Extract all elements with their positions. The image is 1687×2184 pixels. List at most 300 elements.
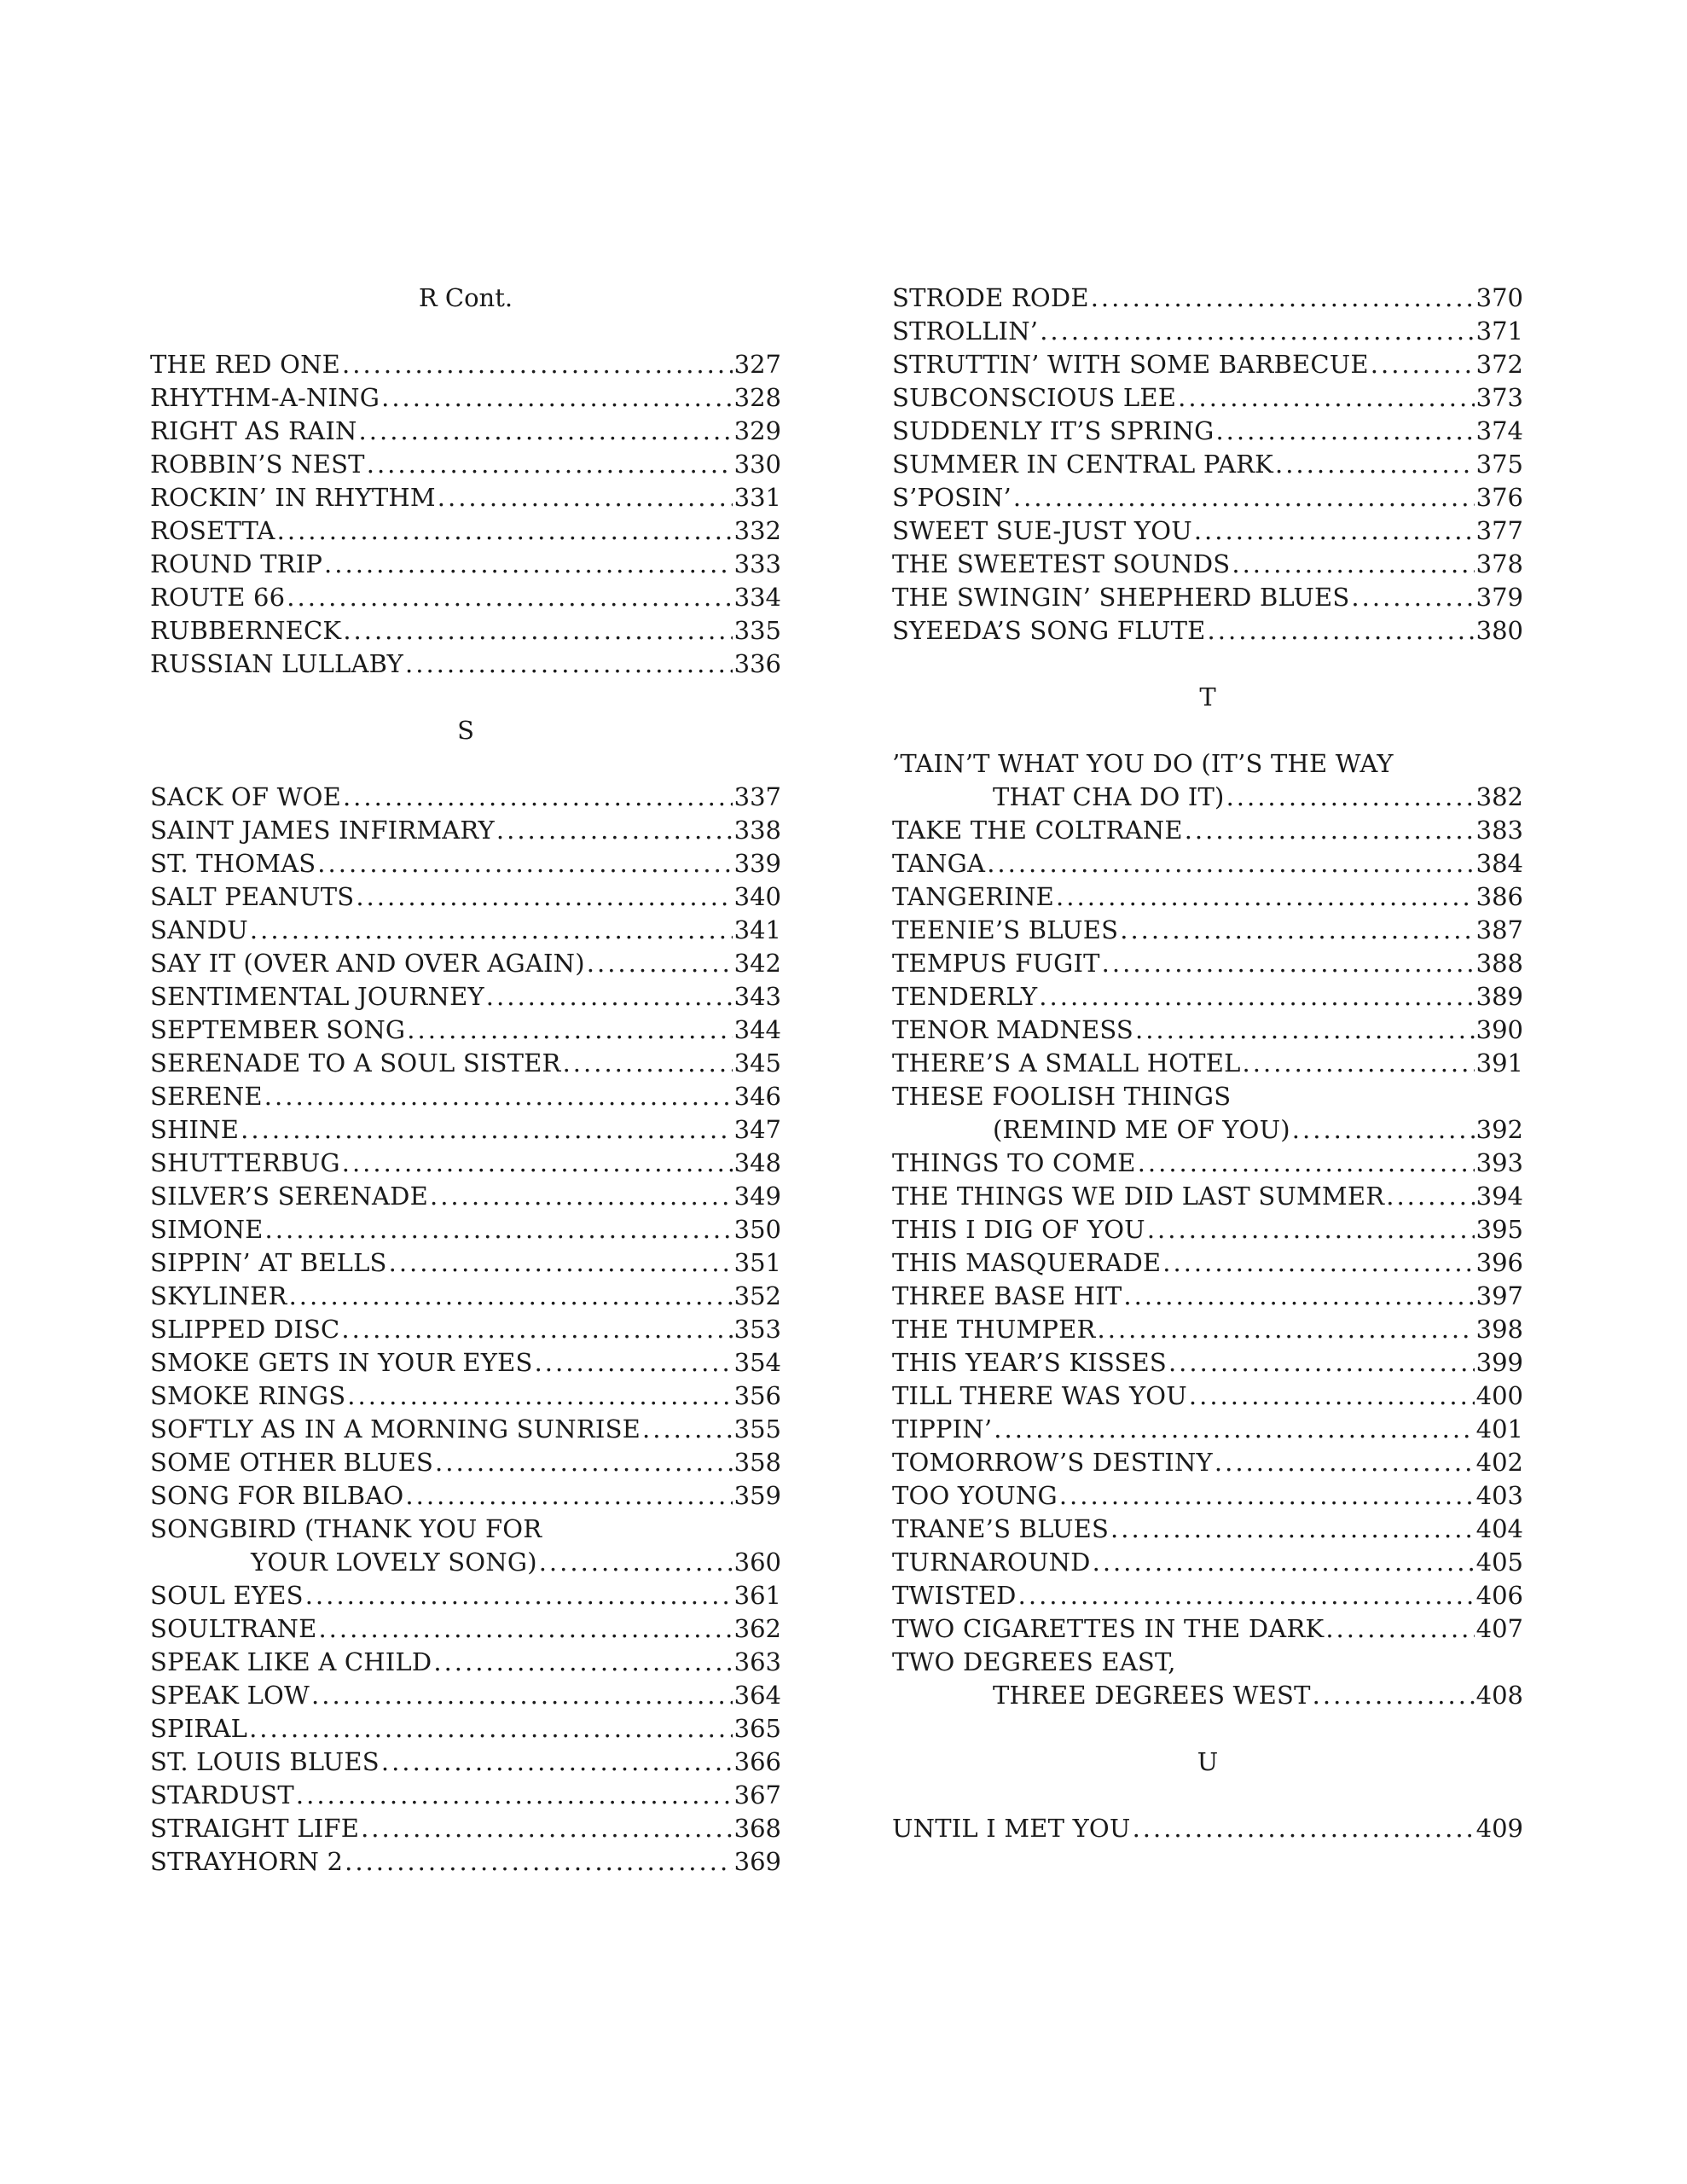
entry-page-number: 363 — [733, 1647, 781, 1676]
index-entry — [892, 1047, 1523, 1080]
entry-page-number: 394 — [1475, 1182, 1523, 1211]
entry-page-number: 392 — [1475, 1115, 1523, 1144]
entry-page-number: 402 — [1475, 1448, 1523, 1477]
entry-title: SKYLINER — [150, 1281, 287, 1310]
index-entry — [892, 1213, 1523, 1246]
index-entry — [892, 1180, 1523, 1213]
index-entry — [892, 348, 1523, 381]
index-entry — [892, 1446, 1523, 1479]
entry-title: TENDERLY — [892, 982, 1038, 1011]
entry-title: TRANE’S BLUES — [892, 1514, 1110, 1543]
dot-leader — [1120, 914, 1474, 947]
index-entry — [150, 1180, 781, 1213]
dot-leader — [296, 1779, 733, 1812]
dot-leader — [405, 648, 733, 681]
entry-title: TEMPUS FUGIT — [892, 949, 1100, 978]
entry-title: SAY IT (OVER AND OVER AGAIN) — [150, 949, 585, 978]
index-entry — [150, 1479, 781, 1513]
index-entry — [892, 448, 1523, 481]
index-entry — [892, 1479, 1523, 1513]
entry-page-number: 333 — [733, 549, 781, 578]
entry-title: TANGERINE — [892, 882, 1055, 911]
dot-leader — [1040, 315, 1474, 348]
spacer — [150, 747, 781, 781]
dot-leader — [287, 581, 732, 614]
dot-leader — [343, 614, 732, 648]
entry-page-number: 373 — [1475, 383, 1523, 412]
index-entry — [150, 1646, 781, 1679]
index-entry — [150, 1080, 781, 1113]
dot-leader — [359, 415, 733, 448]
entry-page-number: 386 — [1475, 882, 1523, 911]
entry-title: SONGBIRD (THANK YOU FOR — [150, 1514, 542, 1543]
entry-page-number: 343 — [733, 982, 781, 1011]
entry-title: ROBBIN’S NEST — [150, 450, 365, 479]
entry-page-number: 350 — [733, 1215, 781, 1244]
index-column-right — [892, 282, 1523, 1845]
index-entry — [892, 1014, 1523, 1047]
entry-page-number: 374 — [1475, 416, 1523, 445]
dot-leader — [1110, 1513, 1475, 1546]
entry-title: THIS I DIG OF YOU — [892, 1215, 1145, 1244]
entry-page-number: 354 — [733, 1348, 781, 1377]
entry-title: ROUTE 66 — [150, 583, 286, 612]
dot-leader — [1208, 614, 1475, 648]
dot-leader — [367, 448, 733, 481]
index-entry — [150, 1313, 781, 1346]
entry-page-number: 376 — [1475, 483, 1523, 512]
entry-title: TURNAROUND — [892, 1548, 1091, 1577]
entry-title: ’TAIN’T WHAT YOU DO (IT’S THE WAY — [892, 749, 1394, 778]
dot-leader — [1386, 1180, 1474, 1213]
entry-page-number: 337 — [733, 782, 781, 811]
index-entry — [150, 1845, 781, 1879]
entry-title: SUDDENLY IT’S SPRING — [892, 416, 1215, 445]
index-entry — [150, 847, 781, 880]
index-entry-title-line — [892, 1646, 1523, 1679]
index-entry — [150, 581, 781, 614]
dot-leader — [311, 1679, 733, 1712]
section-heading-u: U — [1197, 1747, 1219, 1776]
entry-title: SOUL EYES — [150, 1581, 304, 1610]
dot-leader — [1215, 1446, 1475, 1479]
entry-page-number: 334 — [733, 583, 781, 612]
index-entry — [150, 415, 781, 448]
entry-title: STRUTTIN’ WITH SOME BARBECUE — [892, 350, 1369, 379]
entry-title: SERENE — [150, 1082, 263, 1111]
dot-leader — [347, 1380, 732, 1413]
dot-leader — [1091, 282, 1475, 315]
index-entry — [150, 1446, 781, 1479]
entry-page-number: 371 — [1475, 317, 1523, 346]
dot-leader — [987, 847, 1474, 880]
entry-title: SAINT JAMES INFIRMARY — [150, 816, 495, 845]
entry-title: THERE’S A SMALL HOTEL — [892, 1048, 1241, 1077]
entry-title: TILL THERE WAS YOU — [892, 1381, 1187, 1410]
index-entry — [150, 1047, 781, 1080]
entry-title: (REMIND ME OF YOU) — [993, 1115, 1290, 1144]
index-entry — [150, 1014, 781, 1047]
index-entry-title-line — [150, 1513, 781, 1546]
entry-title: THE SWEETEST SOUNDS — [892, 549, 1231, 578]
entry-page-number: 340 — [733, 882, 781, 911]
dot-leader — [324, 548, 733, 581]
entry-page-number: 409 — [1475, 1814, 1523, 1843]
dot-leader — [405, 1479, 732, 1513]
dot-leader — [1226, 781, 1475, 814]
entry-title: SENTIMENTAL JOURNEY — [150, 982, 484, 1011]
section-heading-s: S — [457, 716, 474, 745]
entry-title: THE THUMPER — [892, 1315, 1096, 1344]
dot-leader — [1243, 1047, 1475, 1080]
entry-title: STRAIGHT LIFE — [150, 1814, 360, 1843]
index-entry — [150, 1280, 781, 1313]
dot-leader — [563, 1047, 733, 1080]
dot-leader — [1351, 581, 1474, 614]
entry-page-number: 360 — [733, 1548, 781, 1577]
entry-title: THAT CHA DO IT) — [993, 782, 1225, 811]
entry-title: TOMORROW’S DESTINY — [892, 1448, 1213, 1477]
dot-leader — [1292, 1113, 1475, 1147]
entry-page-number: 367 — [733, 1780, 781, 1809]
index-entry — [150, 1346, 781, 1380]
index-entry — [892, 415, 1523, 448]
entry-page-number: 366 — [733, 1747, 781, 1776]
index-entry — [892, 514, 1523, 548]
dot-leader — [249, 1712, 733, 1745]
dot-leader — [1147, 1213, 1475, 1246]
entry-title: ROSETTA — [150, 516, 275, 545]
index-entry — [150, 914, 781, 947]
index-entry — [892, 548, 1523, 581]
dot-leader — [1098, 1313, 1475, 1346]
index-entry — [150, 381, 781, 415]
entry-page-number: 393 — [1475, 1148, 1523, 1177]
entry-page-number: 369 — [733, 1847, 781, 1876]
index-entry — [150, 1745, 781, 1779]
index-entry-title-line — [892, 1080, 1523, 1113]
entry-title: SANDU — [150, 915, 248, 944]
entry-title: UNTIL I MET YOU — [892, 1814, 1131, 1843]
index-entry — [892, 1346, 1523, 1380]
dot-leader — [1275, 448, 1475, 481]
dot-leader — [1138, 1147, 1475, 1180]
entry-page-number: 329 — [733, 416, 781, 445]
entry-title: RUBBERNECK — [150, 616, 342, 645]
dot-leader — [433, 1646, 732, 1679]
entry-title: TENOR MADNESS — [892, 1015, 1133, 1044]
index-entry — [150, 1546, 781, 1579]
entry-page-number: 346 — [733, 1082, 781, 1111]
dot-leader — [277, 514, 733, 548]
section-heading-t: T — [1199, 682, 1216, 712]
index-entry — [150, 1113, 781, 1147]
dot-leader — [587, 947, 733, 980]
index-entry — [892, 614, 1523, 648]
entry-page-number: 348 — [733, 1148, 781, 1177]
entry-title: RUSSIAN LULLABY — [150, 649, 404, 678]
dot-leader — [496, 814, 733, 847]
entry-page-number: 327 — [733, 350, 781, 379]
entry-title: STRAYHORN 2 — [150, 1847, 344, 1876]
entry-title: SHUTTERBUG — [150, 1148, 340, 1177]
entry-page-number: 390 — [1475, 1015, 1523, 1044]
index-entry — [150, 947, 781, 980]
dot-leader — [1313, 1679, 1475, 1712]
entry-title: SUMMER IN CENTRAL PARK — [892, 450, 1273, 479]
index-entry — [892, 1147, 1523, 1180]
entry-page-number: 347 — [733, 1115, 781, 1144]
entry-title: S’POSIN’ — [892, 483, 1012, 512]
entry-title: RIGHT AS RAIN — [150, 416, 357, 445]
index-entry — [150, 481, 781, 514]
index-entry — [892, 1246, 1523, 1280]
index-entry — [892, 1313, 1523, 1346]
dot-leader — [381, 381, 733, 415]
spacer — [892, 648, 1523, 681]
entry-page-number: 399 — [1475, 1348, 1523, 1377]
dot-leader — [342, 1147, 733, 1180]
entry-page-number: 395 — [1475, 1215, 1523, 1244]
entry-title: TANGA — [892, 849, 986, 878]
index-entry — [150, 1246, 781, 1280]
entry-page-number: 396 — [1475, 1248, 1523, 1277]
dot-leader — [1215, 415, 1474, 448]
entry-title: SOME OTHER BLUES — [150, 1448, 434, 1477]
index-entry — [150, 514, 781, 548]
dot-leader — [356, 880, 732, 914]
entry-title: TIPPIN’ — [892, 1414, 993, 1443]
entry-page-number: 408 — [1475, 1681, 1523, 1710]
dot-leader — [1056, 880, 1475, 914]
entry-title: SOFTLY AS IN A MORNING SUNRISE — [150, 1414, 641, 1443]
entry-page-number: 379 — [1475, 583, 1523, 612]
entry-page-number: 351 — [733, 1248, 781, 1277]
entry-page-number: 404 — [1475, 1514, 1523, 1543]
entry-title: STRODE RODE — [892, 283, 1089, 312]
entry-title: THIS YEAR’S KISSES — [892, 1348, 1167, 1377]
dot-leader — [342, 348, 733, 381]
dot-leader — [994, 1413, 1474, 1446]
entry-title: SOULTRANE — [150, 1614, 317, 1643]
dot-leader — [265, 1213, 733, 1246]
entry-page-number: 356 — [733, 1381, 781, 1410]
entry-title: THE THINGS WE DID LAST SUMMER — [892, 1182, 1385, 1211]
entry-title: ROUND TRIP — [150, 549, 323, 578]
entry-title: SIMONE — [150, 1215, 264, 1244]
dot-leader — [305, 1579, 733, 1612]
entry-title: SHINE — [150, 1115, 240, 1144]
index-entry — [150, 648, 781, 681]
index-entry — [150, 1779, 781, 1812]
index-entry — [892, 581, 1523, 614]
entry-page-number: 383 — [1475, 816, 1523, 845]
entry-title: THREE DEGREES WEST — [993, 1681, 1311, 1710]
index-entry — [150, 1413, 781, 1446]
entry-page-number: 389 — [1475, 982, 1523, 1011]
entry-page-number: 349 — [733, 1182, 781, 1211]
entry-page-number: 380 — [1475, 616, 1523, 645]
entry-title: TWISTED — [892, 1581, 1017, 1610]
entry-title: SWEET SUE-JUST YOU — [892, 516, 1192, 545]
entry-page-number: 406 — [1475, 1581, 1523, 1610]
index-entry — [892, 282, 1523, 315]
index-entry — [892, 315, 1523, 348]
dot-leader — [1018, 1579, 1475, 1612]
index-entry — [150, 781, 781, 814]
index-entry — [150, 1812, 781, 1845]
entry-title: SMOKE RINGS — [150, 1381, 346, 1410]
entry-page-number: 403 — [1475, 1481, 1523, 1510]
dot-leader — [1168, 1346, 1475, 1380]
index-entry — [892, 1413, 1523, 1446]
dot-leader — [345, 1845, 733, 1879]
index-entry — [892, 980, 1523, 1014]
entry-title: SYEEDA’S SONG FLUTE — [892, 616, 1206, 645]
spacer — [892, 714, 1523, 747]
index-entry — [150, 1147, 781, 1180]
index-entry — [150, 1612, 781, 1646]
dot-leader — [1162, 1246, 1474, 1280]
entry-page-number: 368 — [733, 1814, 781, 1843]
dot-leader — [289, 1280, 733, 1313]
entry-page-number: 336 — [733, 649, 781, 678]
dot-leader — [381, 1745, 733, 1779]
entry-title: THINGS TO COME — [892, 1148, 1136, 1177]
index-entry — [150, 614, 781, 648]
entry-title: SIPPIN’ AT BELLS — [150, 1248, 387, 1277]
dot-leader — [642, 1413, 733, 1446]
entry-title: SPIRAL — [150, 1714, 248, 1743]
index-entry — [150, 1213, 781, 1246]
dot-leader — [1059, 1479, 1475, 1513]
entry-title: SONG FOR BILBAO — [150, 1481, 404, 1510]
dot-leader — [1232, 548, 1474, 581]
index-entry — [892, 1380, 1523, 1413]
entry-title: THREE BASE HIT — [892, 1281, 1122, 1310]
index-entry — [150, 1712, 781, 1745]
dot-leader — [438, 481, 733, 514]
entry-page-number: 388 — [1475, 949, 1523, 978]
entry-title: SLIPPED DISC — [150, 1315, 340, 1344]
entry-page-number: 358 — [733, 1448, 781, 1477]
entry-page-number: 372 — [1475, 350, 1523, 379]
index-entry — [892, 1280, 1523, 1313]
index-entry — [150, 448, 781, 481]
index-entry — [150, 980, 781, 1014]
entry-title: ST. THOMAS — [150, 849, 316, 878]
dot-leader — [264, 1080, 733, 1113]
entry-page-number: 335 — [733, 616, 781, 645]
entry-page-number: 344 — [733, 1015, 781, 1044]
entry-page-number: 370 — [1475, 283, 1523, 312]
index-entry — [892, 1546, 1523, 1579]
dot-leader — [1135, 1014, 1475, 1047]
entry-title: THIS MASQUERADE — [892, 1248, 1162, 1277]
index-entry — [150, 1380, 781, 1413]
dot-leader — [317, 847, 732, 880]
entry-page-number: 364 — [733, 1681, 781, 1710]
entry-page-number: 339 — [733, 849, 781, 878]
entry-page-number: 365 — [733, 1714, 781, 1743]
entry-page-number: 387 — [1475, 915, 1523, 944]
dot-leader — [1185, 814, 1475, 847]
entry-page-number: 405 — [1475, 1548, 1523, 1577]
entry-title: STARDUST — [150, 1780, 294, 1809]
entry-title: SACK OF WOE — [150, 782, 341, 811]
dot-leader — [1093, 1546, 1475, 1579]
index-entry — [892, 1679, 1523, 1712]
entry-page-number: 401 — [1475, 1414, 1523, 1443]
entry-page-number: 375 — [1475, 450, 1523, 479]
dot-leader — [1189, 1380, 1475, 1413]
dot-leader — [539, 1546, 733, 1579]
entry-page-number: 342 — [733, 949, 781, 978]
dot-leader — [430, 1180, 733, 1213]
dot-leader — [1325, 1612, 1474, 1646]
dot-leader — [318, 1612, 732, 1646]
dot-leader — [1013, 481, 1475, 514]
entry-title: SPEAK LIKE A CHILD — [150, 1647, 432, 1676]
entry-title: TWO DEGREES EAST, — [892, 1647, 1176, 1676]
index-column-left — [150, 282, 781, 1879]
dot-leader — [486, 980, 733, 1014]
dot-leader — [1039, 980, 1474, 1014]
entry-page-number: 398 — [1475, 1315, 1523, 1344]
entry-title: THE SWINGIN’ SHEPHERD BLUES — [892, 583, 1350, 612]
dot-leader — [389, 1246, 733, 1280]
spacer — [892, 1779, 1523, 1812]
entry-page-number: 391 — [1475, 1048, 1523, 1077]
dot-leader — [250, 914, 733, 947]
index-entry — [892, 1612, 1523, 1646]
dot-leader — [1133, 1812, 1475, 1845]
entry-title: SERENADE TO A SOUL SISTER — [150, 1048, 561, 1077]
entry-page-number: 328 — [733, 383, 781, 412]
entry-title: ROCKIN’ IN RHYTHM — [150, 483, 436, 512]
index-entry — [892, 880, 1523, 914]
dot-leader — [1178, 381, 1475, 415]
entry-title: THE RED ONE — [150, 350, 341, 379]
entry-page-number: 378 — [1475, 549, 1523, 578]
index-entry — [150, 348, 781, 381]
dot-leader — [1123, 1280, 1474, 1313]
entry-title: YOUR LOVELY SONG) — [251, 1548, 537, 1577]
entry-page-number: 361 — [733, 1581, 781, 1610]
index-entry — [892, 381, 1523, 415]
entry-page-number: 345 — [733, 1048, 781, 1077]
index-entry — [892, 1513, 1523, 1546]
index-entry — [892, 847, 1523, 880]
dot-leader — [1102, 947, 1475, 980]
index-entry — [150, 1579, 781, 1612]
spacer — [892, 1712, 1523, 1745]
dot-leader — [241, 1113, 732, 1147]
entry-page-number: 353 — [733, 1315, 781, 1344]
dot-leader — [361, 1812, 733, 1845]
index-entry — [892, 781, 1523, 814]
entry-page-number: 359 — [733, 1481, 781, 1510]
index-entry — [892, 914, 1523, 947]
entry-title: THESE FOOLISH THINGS — [892, 1082, 1232, 1111]
entry-title: RHYTHM-A-NING — [150, 383, 380, 412]
entry-title: SUBCONSCIOUS LEE — [892, 383, 1177, 412]
index-entry — [892, 947, 1523, 980]
entry-page-number: 377 — [1475, 516, 1523, 545]
entry-title: TEENIE’S BLUES — [892, 915, 1119, 944]
entry-page-number: 397 — [1475, 1281, 1523, 1310]
entry-page-number: 338 — [733, 816, 781, 845]
